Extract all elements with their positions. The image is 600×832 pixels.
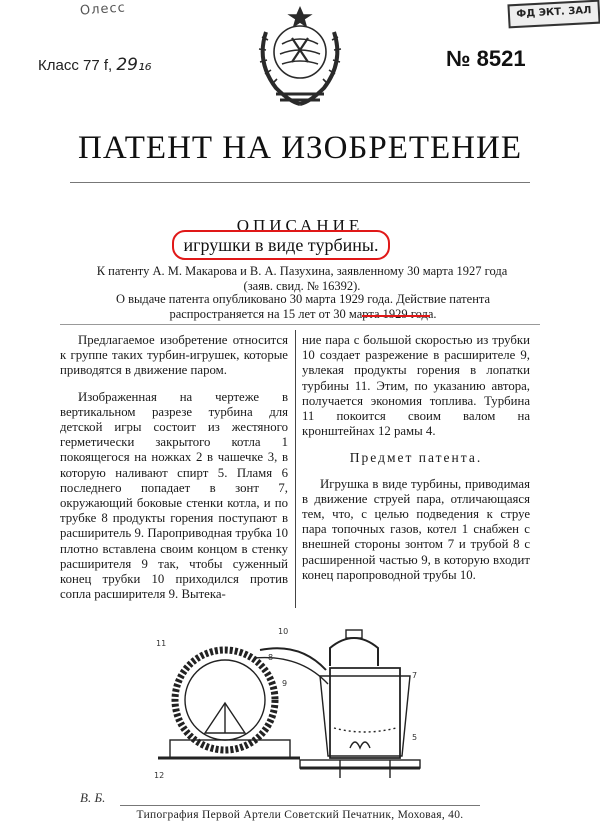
red-underline-annotation <box>362 315 430 317</box>
patent-number: № 8521 <box>446 46 526 71</box>
patent-class <box>38 55 152 75</box>
footer-divider <box>120 805 480 806</box>
description-heading: ОПИСАНИЕ <box>236 216 364 235</box>
right-column <box>302 333 530 594</box>
svg-text:5: 5 <box>412 733 418 742</box>
column-divider <box>295 330 296 608</box>
svg-text:10: 10 <box>278 628 289 636</box>
paragraph: Предлагаемое изобретение относится к группе таких турбин-игрушек, которые приводятся в движение паром. <box>60 333 288 378</box>
turbine-drawing <box>150 628 430 783</box>
class-label: Класс 77 f, <box>38 57 113 74</box>
claim-heading: Предмет патента. <box>349 450 483 466</box>
claim-text: Игрушка в виде турбины, приводимая в движение струей пара, отличающаяся тем, что, с целью подведения к струе пара топочных газов, котел 1 снабжен с внешней стороны зонтом 7 и трубой 8 с расширенной частью 9, в которую входит конец паропроводной трубы 10. <box>302 476 530 582</box>
initials: В. Б. <box>80 790 106 805</box>
svg-text:11: 11 <box>156 639 167 648</box>
svg-text:7: 7 <box>412 671 418 680</box>
library-stamp: ФД ЭКТ. ЗАЛ <box>507 0 600 28</box>
left-column <box>60 333 288 613</box>
paragraph: Изображенная на чертеже в вертикальном разрезе турбина для детской игры состоит из жестяного герметически закрытого котла 1 покоящегося на ножках 2 в чашечке 3, в которую наливают спирт 5. Пламя 6 последнего попадает в зонт 7, окружающий боковые стенки котла, и по трубке 8 продукты горения поступают в расширитель 9. Пароприводная трубка 10 плотно вставлена своим концом в стенку расширителя 9 так, чтобы суженный конец трубки 10 приходился против сопла расширителя 9. Вытека- <box>60 389 288 602</box>
title-divider <box>70 182 530 183</box>
svg-text:9: 9 <box>282 679 288 688</box>
handwritten-code: Олесс <box>79 0 127 19</box>
publication-note: О выдаче патента опубликовано 30 марта 1929 года. Действие патента распространяется на 15 лет от 30 марта 1929 года. <box>115 292 491 321</box>
description-subject-highlighted: игрушки в виде турбины. <box>172 230 390 260</box>
section-divider <box>60 324 540 325</box>
printer-imprint: Типография Первой Артели Советский Печатник, Моховая, 40. <box>136 809 464 821</box>
page-title: ПАТЕНТ НА ИЗОБРЕТЕНИЕ <box>77 130 523 166</box>
state-emblem-icon <box>246 2 354 106</box>
paragraph-continuation: ние пара с большой скоростью из трубки 10 создает разрежение в расширителе 9, увлекая продукты горения в лопатки турбины 11. Этим, по указанию автора, получается экономия топлива. Турбина 11 покоится своим валом на кронштейнах 12 рамы 4. <box>302 333 530 439</box>
patent-holders: К патенту А. М. Макарова и В. А. Пазухина, заявленному 30 марта 1927 года (заяв. свид. № 16392). <box>96 264 508 293</box>
svg-text:12: 12 <box>154 771 165 780</box>
svg-text:8: 8 <box>268 653 274 662</box>
class-handwritten: 29₁₆ <box>116 55 152 75</box>
